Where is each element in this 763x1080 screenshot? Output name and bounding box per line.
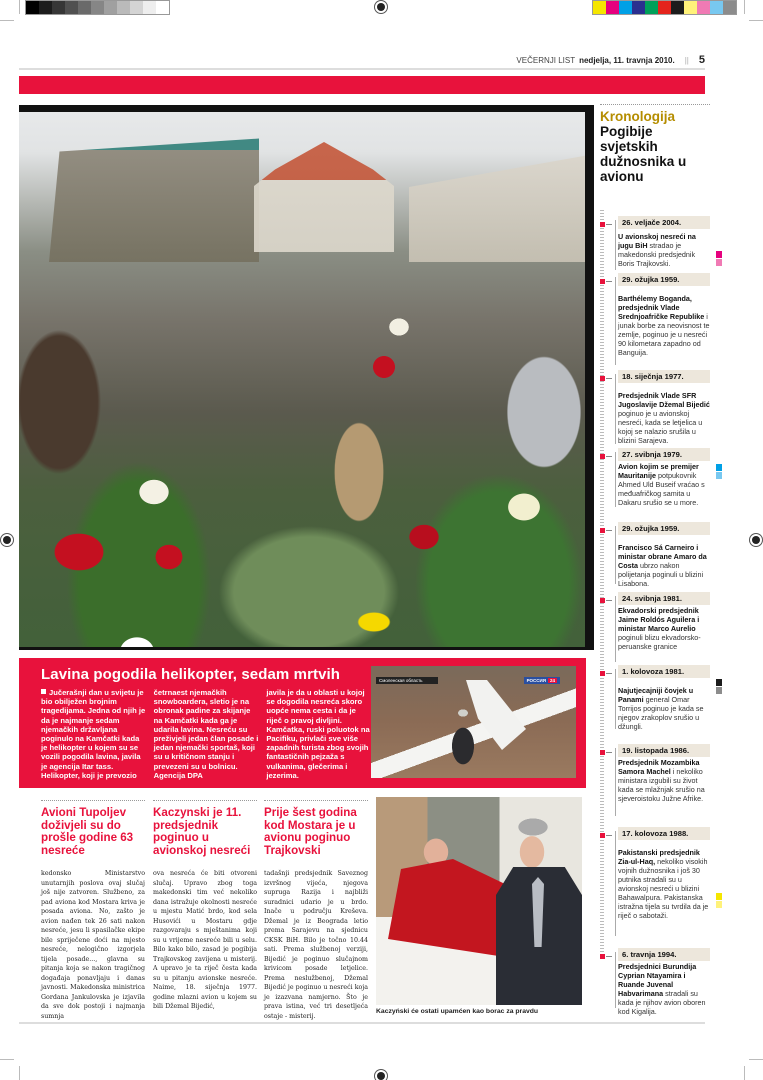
entry-rest: potpukovnik Ahmed Uld Buseif vraćao s međuafričkog samita u Dakaru srušio se u more. bbox=[618, 471, 705, 507]
timeline-marker-icon bbox=[600, 833, 605, 838]
crop-mark bbox=[749, 1059, 763, 1060]
color-swatch bbox=[632, 1, 645, 14]
article-kaczynski bbox=[153, 800, 257, 1012]
entry-bold: Avion kojim se premijer Mauritanije bbox=[618, 462, 699, 480]
gray-swatch bbox=[52, 1, 65, 14]
article-headline: Kaczynski je 11. predsjednik poginuo u avionskoj nesreći bbox=[153, 806, 251, 857]
color-swatch bbox=[723, 1, 736, 14]
color-swatch bbox=[658, 1, 671, 14]
entry-bold: U avionskoj nesreći na jugu BiH bbox=[618, 232, 696, 250]
gray-swatch bbox=[156, 1, 169, 14]
photo-image bbox=[376, 797, 582, 1005]
crop-mark bbox=[0, 1059, 14, 1060]
gray-swatch bbox=[117, 1, 130, 14]
entry-line bbox=[615, 831, 616, 936]
chronology-timeline bbox=[600, 210, 710, 1020]
entry-rest: nekoliko visokih vojnih dužnosnika i još 30 putnika stradali su u avionskoj nesreći u blizini Bahawalpura. Pakistanska istražna tijela su tvrdila da je riječ o sabotaži. bbox=[618, 857, 709, 920]
timeline-tick bbox=[606, 530, 612, 531]
crop-mark bbox=[744, 1066, 745, 1080]
tv-location-caption: Смоленская область bbox=[376, 677, 438, 684]
timeline-marker-icon bbox=[600, 376, 605, 381]
crash-site-video-still bbox=[371, 666, 576, 778]
entry-text bbox=[618, 962, 710, 1016]
channel-number: 24 bbox=[549, 678, 555, 683]
entry-bold: Predsjednik Vlade SFR Jugoslavije Džemal Bijedić bbox=[618, 391, 710, 409]
issue-date: nedjelja, 11. travnja 2010. bbox=[579, 55, 675, 65]
entry-date: 27. svibnja 1979. bbox=[618, 448, 710, 461]
entry-rest: poginuli blizu ekvadorsko-peruanske granice bbox=[618, 633, 701, 651]
entry-date: 6. travnja 1994. bbox=[618, 948, 710, 961]
footer-rule bbox=[19, 1022, 705, 1024]
color-swatch bbox=[645, 1, 658, 14]
timeline-entry bbox=[600, 665, 710, 731]
color-swatch bbox=[619, 1, 632, 14]
print-swatch bbox=[716, 472, 722, 479]
crop-mark bbox=[19, 0, 20, 14]
folio-separator: || bbox=[684, 55, 689, 65]
entry-text bbox=[618, 391, 710, 445]
gray-swatch bbox=[143, 1, 156, 14]
timeline-tick bbox=[606, 673, 612, 674]
brief-text: Jučerašnji dan u svijetu je bio obilježen brojnim tragedijama. Jedna od njih je da je najmanje sedam njemačkih državljana poginulo na Kamčatki kada je helikopter u kojem su se vozili pogodila lavina, javila je agencija Itar tass. Helikopter, koji je prevozio bbox=[41, 688, 146, 780]
article-body: tadašnji predsjednik Saveznog izvršnog vijeća, njegova supruga Razija i najbliži suradnici udario je u brdo. Inače u području Kreševa. Džemal je iz Beograda letio prema Sarajevu na sjednicu CKSK BiH. Bilo je točno 10.44 sati. Prema službenoj verziji, Bijedić je poginuo slučajnom krivicom posade letjelice. Prema neslužbenoj, Džemal Bijedić je poginuo u nesreći koja je izazvana namjerno. Što je prava istina, već tri desetljeća ostaje - misterij. bbox=[264, 870, 369, 1020]
entry-line bbox=[615, 277, 616, 365]
registration-mark-icon bbox=[752, 536, 760, 544]
entry-line bbox=[615, 952, 616, 1008]
entry-text bbox=[618, 606, 710, 651]
grayscale-color-bar bbox=[25, 0, 170, 15]
dotted-rule bbox=[41, 800, 145, 801]
entry-bold: Predsjednici Burundija Cyprian Ntayamira i Ruande Juvenal Habvarimana bbox=[618, 962, 697, 998]
timeline-tick bbox=[606, 956, 612, 957]
brief-columns bbox=[41, 688, 371, 780]
section-color-band bbox=[19, 76, 705, 94]
sidebar-kicker: Kronologija bbox=[600, 109, 675, 124]
entry-bold: Ekvadorski predsjednik Jaime Roldós Aguilera i ministar Marco Aurelio bbox=[618, 606, 700, 633]
channel-name: РОССИЯ bbox=[526, 678, 546, 683]
bullet-icon bbox=[41, 689, 46, 694]
cmyk-color-bar bbox=[592, 0, 737, 15]
timeline-entry bbox=[600, 827, 710, 920]
entry-line bbox=[615, 374, 616, 444]
photo-caption: Kaczyński će ostati upamćen kao borac za pravdu bbox=[376, 1008, 539, 1015]
entry-date: 29. ožujka 1959. bbox=[618, 273, 710, 286]
timeline-tick bbox=[606, 224, 612, 225]
timeline-marker-icon bbox=[600, 528, 605, 533]
entry-line bbox=[615, 748, 616, 816]
timeline-marker-icon bbox=[600, 750, 605, 755]
sidebar-title: Pogibije svjetskih dužnosnika u avionu bbox=[600, 124, 687, 184]
brief-column: četrnaest njemačkih snowboardera, sletio je na obronak padine za skijanje na Kamčatki kada ga je udarila lavina. Nesreću su preživjeli jedan član posade i jedan njemački sportaš, koji su u kritičnom stanju i prevezeni su u bolnicu. Agencija DPA bbox=[153, 688, 259, 780]
pope-kaczynski-photo bbox=[376, 797, 586, 1017]
entry-date: 19. listopada 1986. bbox=[618, 744, 710, 757]
entry-rest: stradao je makedonski predsjednik Boris Trajkovski. bbox=[618, 241, 696, 268]
tv-channel-logo bbox=[524, 677, 560, 684]
article-headline: Avioni Tupoljev doživjeli su do prošle godine 63 nesreće bbox=[41, 806, 134, 857]
entry-text bbox=[618, 758, 710, 803]
entry-rest: general Omar Torrijos poginuo je kada se njegov zrakoplov srušio u džungli. bbox=[618, 695, 704, 731]
entry-text bbox=[618, 294, 710, 357]
entry-bold: Najutjecajniji čovjek u Panami bbox=[618, 686, 694, 704]
timeline-tick bbox=[606, 456, 612, 457]
gray-swatch bbox=[78, 1, 91, 14]
entry-rest: i nekoliko ministara izgubili su život kada se mlažnjak srušio na sjeveroistoku Južne Afrike. bbox=[618, 767, 705, 803]
timeline-tick bbox=[606, 600, 612, 601]
print-swatch bbox=[716, 901, 722, 908]
header-rule bbox=[19, 68, 705, 70]
entry-text bbox=[618, 232, 710, 268]
article-body: ova nesreća će biti otvoreni slučaj. Upravo zbog toga makedonski tim već nekoliko dana istražuje okolnosti nesreće u mjestu Matić brdo, kod sela Husovići u Mostaru gdje razgovaraju s mještanima koji su u vrijeme nesreće bili u selu. Bilo kako bilo, zasad je pogibija Trajkovskog zavijena u misterij. A upravo je ta riječ česta kada su u pitanju avionske nesreće. Naime, 18. siječnja 1977. godine mlazni avion u kojem su bili Džemal Bijedić, bbox=[153, 870, 257, 1011]
timeline-marker-icon bbox=[600, 222, 605, 227]
timeline-tick bbox=[606, 281, 612, 282]
print-swatch bbox=[716, 679, 722, 686]
main-photo-frame bbox=[19, 105, 594, 650]
gray-swatch bbox=[39, 1, 52, 14]
gray-swatch bbox=[26, 1, 39, 14]
crop-mark bbox=[0, 20, 14, 21]
entry-bold: Barthélemy Boganda, predsjednik Vlade Srednjoafričke Republike bbox=[618, 294, 705, 321]
crop-mark bbox=[749, 20, 763, 21]
entry-text bbox=[618, 848, 710, 920]
timeline-entry bbox=[600, 522, 710, 588]
timeline-marker-icon bbox=[600, 279, 605, 284]
entry-date: 17. kolovoza 1988. bbox=[618, 827, 710, 840]
color-swatch bbox=[684, 1, 697, 14]
print-swatch bbox=[716, 893, 722, 900]
timeline-tick bbox=[606, 752, 612, 753]
registration-mark-icon bbox=[3, 536, 11, 544]
page-folio bbox=[516, 54, 705, 66]
entry-bold: Pakistanski predsjednik Zia-ul-Haq, bbox=[618, 848, 700, 866]
article-body: kedonsko Ministarstvo unutarnjih poslova ovaj slučaj još nije zatvoren. Službeno, za pad aviona kod Mostara kriva je posada aviona. No, zašto je avion nađen tek 26 sati nakon nesreće, jesu li spasilačke ekipe bile spriječene doći na mjesto nesreće, nelogično izgorjela tijela posade..., glavna su pitanja koja se nakon tragičnog događaja ponavljaju i danas javnosti. Makedonska ministrica Gordana Jankulovska je izjavila da sve dok postoji i najmanja sumnja bbox=[41, 870, 145, 1020]
entry-rest: stradali su kada je njihov avion oboren kod Kigalija. bbox=[618, 989, 706, 1016]
entry-date: 24. svibnja 1981. bbox=[618, 592, 710, 605]
timeline-tick bbox=[606, 378, 612, 379]
timeline-tick bbox=[606, 835, 612, 836]
print-swatch bbox=[716, 464, 722, 471]
publication-name: VEČERNJI LIST bbox=[516, 55, 576, 65]
timeline-entry bbox=[600, 273, 710, 357]
timeline-marker-icon bbox=[600, 598, 605, 603]
gray-swatch bbox=[104, 1, 117, 14]
print-swatch bbox=[716, 259, 722, 266]
gray-swatch bbox=[91, 1, 104, 14]
entry-bold: Francisco Sá Carneiro i ministar obrane Amaro da Costa bbox=[618, 543, 707, 570]
gray-swatch bbox=[130, 1, 143, 14]
entry-text bbox=[618, 543, 710, 588]
entry-rest: poginuo je u avionskoj nesreći, kada se letjelica u kojoj se nalazio srušila u blizini Sarajeva. bbox=[618, 409, 703, 445]
dotted-rule bbox=[600, 104, 710, 105]
entry-line bbox=[615, 220, 616, 270]
entry-date: 26. veljače 2004. bbox=[618, 216, 710, 229]
brief-column bbox=[41, 688, 146, 780]
color-swatch bbox=[593, 1, 606, 14]
crop-mark bbox=[744, 0, 745, 14]
brief-headline: Lavina pogodila helikopter, sedam mrtvih bbox=[41, 666, 341, 683]
entry-date: 18. siječnja 1977. bbox=[618, 370, 710, 383]
entry-line bbox=[615, 526, 616, 584]
photo-building bbox=[254, 142, 394, 252]
timeline-entry bbox=[600, 592, 710, 651]
page-number: 5 bbox=[698, 54, 705, 66]
timeline-marker-icon bbox=[600, 454, 605, 459]
color-swatch bbox=[697, 1, 710, 14]
entry-line bbox=[615, 669, 616, 729]
entry-date: 29. ožujka 1959. bbox=[618, 522, 710, 535]
photo-building bbox=[49, 132, 259, 262]
photo-building bbox=[409, 137, 585, 262]
print-swatch bbox=[716, 687, 722, 694]
registration-mark-icon bbox=[377, 1072, 385, 1080]
timeline-entry bbox=[600, 216, 710, 268]
timeline-marker-icon bbox=[600, 671, 605, 676]
color-swatch bbox=[671, 1, 684, 14]
print-swatch bbox=[716, 251, 722, 258]
article-headline: Prije šest godina kod Mostara je u avionu poginuo Trajkovski bbox=[264, 806, 357, 857]
entry-line bbox=[615, 452, 616, 507]
chronology-sidebar-header bbox=[600, 104, 710, 184]
crop-mark bbox=[19, 1066, 20, 1080]
timeline-entry bbox=[600, 448, 710, 507]
entry-line bbox=[615, 596, 616, 662]
entry-bold: Predsjednik Mozambika Samora Machel bbox=[618, 758, 700, 776]
timeline-entry bbox=[600, 370, 710, 445]
dotted-rule bbox=[264, 800, 368, 801]
dotted-rule bbox=[153, 800, 257, 801]
brief-column: javila je da u oblasti u kojoj se dogodila nesreća skoro uopće nema cesta i da je riječ o pravoj divljini. Kamčatka, ruski poluotok na Pacifiku, privlači sve više zapadnih turista zbog svojih fantastičnih pejzaža s vulkanima, glečerima i jezerima. bbox=[266, 688, 370, 780]
entry-rest: ubrzo nakon polijetanja poginuli u blizini Lisabona. bbox=[618, 561, 704, 588]
timeline-entry bbox=[600, 744, 710, 803]
registration-mark-icon bbox=[377, 3, 385, 11]
timeline-marker-icon bbox=[600, 954, 605, 959]
gray-swatch bbox=[65, 1, 78, 14]
news-brief-box bbox=[19, 658, 586, 788]
entry-text bbox=[618, 686, 710, 731]
timeline-entry bbox=[600, 948, 710, 1016]
plane-wreckage bbox=[466, 680, 526, 750]
article-tupoljev bbox=[41, 800, 145, 1021]
entry-rest: i junak borbe za neovisnost te zemlje, poginuo je u nesreći 90 kilometara zapadno od Banguija. bbox=[618, 312, 710, 357]
color-swatch bbox=[606, 1, 619, 14]
entry-text bbox=[618, 462, 710, 507]
main-photo-mourners bbox=[19, 112, 585, 647]
entry-date: 1. kolovoza 1981. bbox=[618, 665, 710, 678]
article-trajkovski bbox=[264, 800, 368, 1021]
color-swatch bbox=[710, 1, 723, 14]
